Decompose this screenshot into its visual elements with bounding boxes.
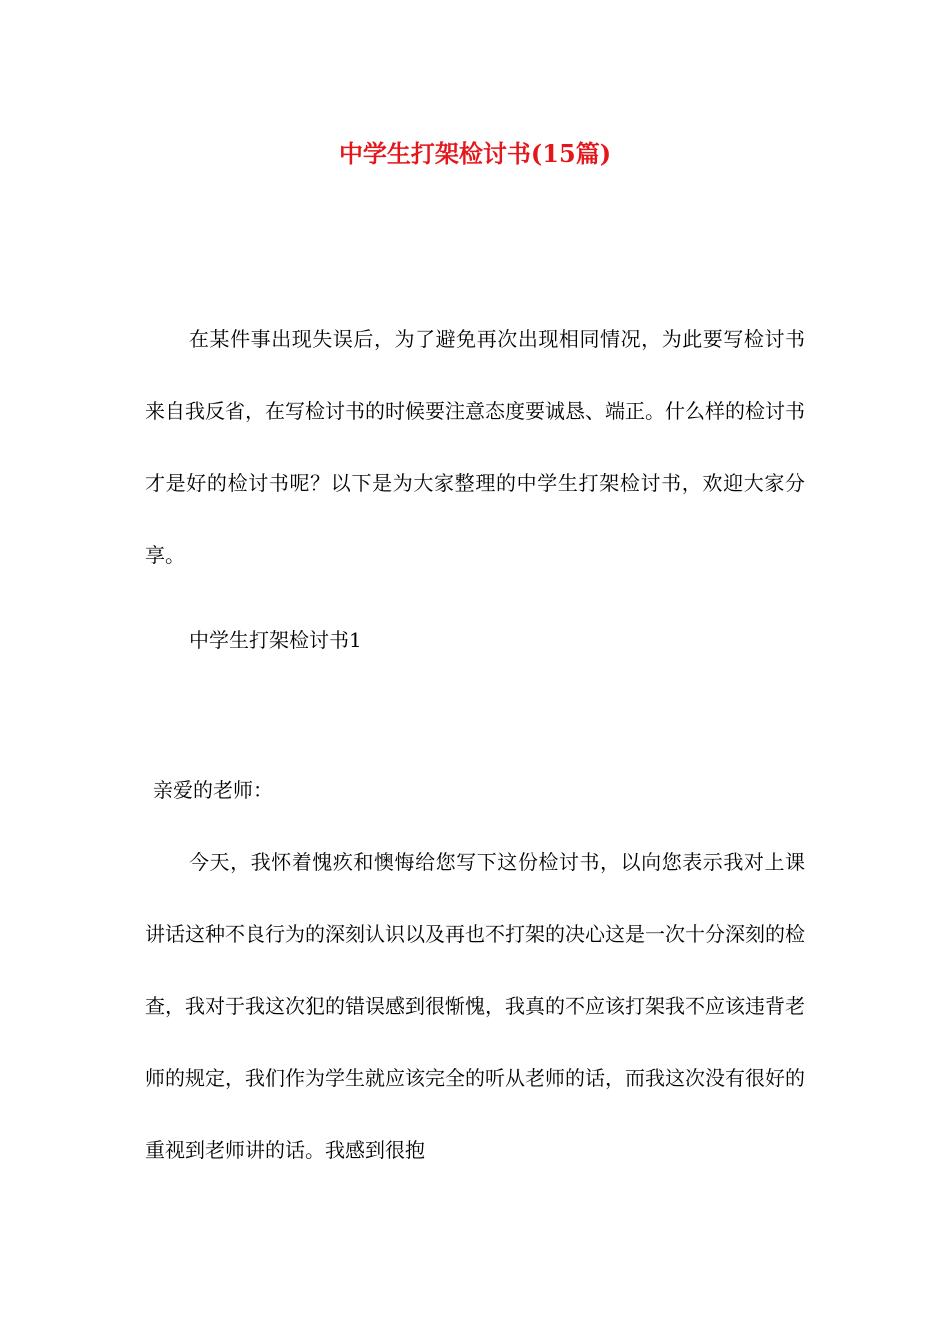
salutation: 亲爱的老师： bbox=[153, 778, 273, 802]
section-heading: 中学生打架检讨书1 bbox=[189, 628, 362, 652]
document-title: 中学生打架检讨书(15篇) bbox=[338, 139, 612, 168]
body-paragraph: 今天，我怀着愧疚和懊悔给您写下这份检讨书，以向您表示我对上课讲话这种不良行为的深刻认识以及再也不打架的决心这是一次十分深刻的检查，我对于我这次犯的错误感到很惭愧，我真的不应该打架我不应该违背老师的规定，我们作为学生就应该完全的听从老师的话，而我这次没有很好的重视到老师讲的话。我感到很抱 bbox=[145, 850, 805, 1162]
intro-paragraph: 在某件事出现失误后，为了避免再次出现相同情况，为此要写检讨书来自我反省，在写检讨书的时候要注意态度要诚恳、端正。什么样的检讨书才是好的检讨书呢？以下是为大家整理的中学生打架检讨书，欢迎大家分享。 bbox=[145, 327, 805, 567]
